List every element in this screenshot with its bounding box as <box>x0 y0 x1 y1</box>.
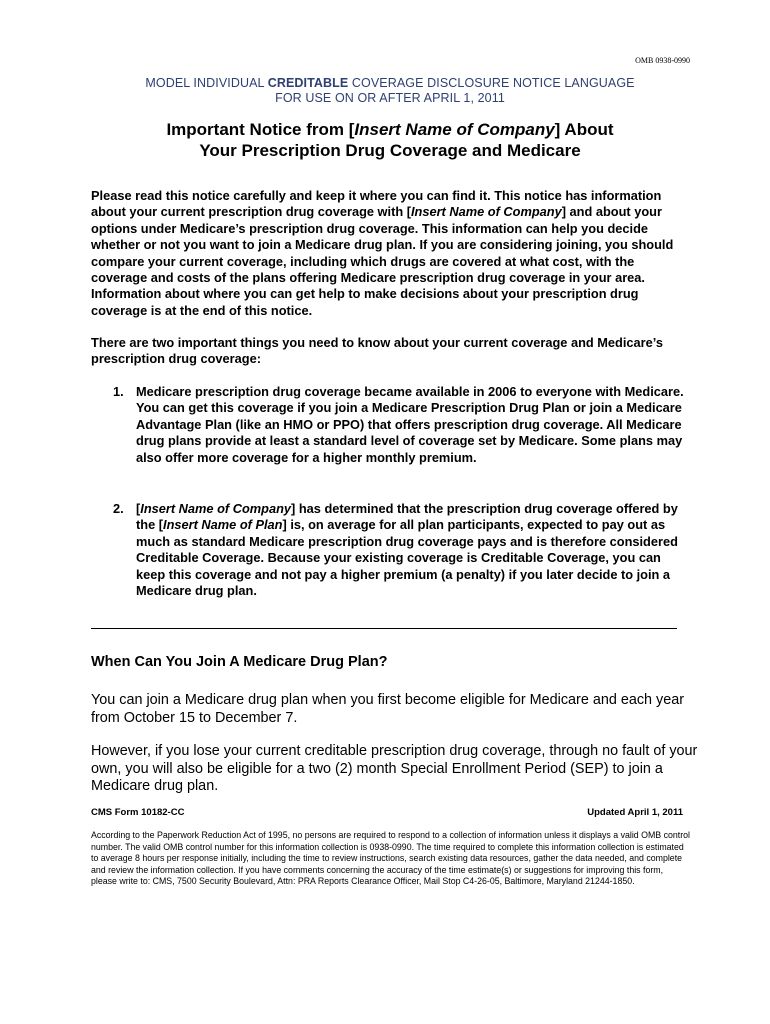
model-notice-header <box>0 76 770 106</box>
company-placeholder: Insert Name of Company <box>410 204 562 220</box>
section-paragraph: However, if you lose your current creditable prescription drug coverage, through no fault of your own, you will also be eligible for a two (2) month Special Enrollment Period (SEP) to join a Medicare drug plan. <box>91 743 698 794</box>
intro-paragraph: Please read this notice carefully and keep it where you can find it. This notice has information about your current prescription drug coverage with [Insert Name of Company] and about your options under Medicare’s prescription drug coverage. This information can help you decide whether or not you want to join a Medicare drug plan. If you are considering joining, you should compare your current coverage, including which drugs are covered at what cost, with the coverage and costs of the plans offering Medicare prescription drug coverage in your area. Information about where you can get help to make decisions about your prescription drug coverage is at the end of this notice. <box>91 188 674 318</box>
section-paragraph: You can join a Medicare drug plan when you first become eligible for Medicare and each year from October 15 to December 7. <box>91 692 685 726</box>
omb-number: OMB 0938-0990 <box>635 56 690 65</box>
header-line-1: MODEL INDIVIDUAL CREDITABLE COVERAGE DISCLOSURE NOTICE LANGUAGE <box>145 76 635 90</box>
creditable-emphasis: CREDITABLE <box>267 76 349 90</box>
updated-date: Updated April 1, 2011 <box>587 807 683 818</box>
list-item-text: [Insert Name of Company] has determined that the prescription drug coverage offered by the [Insert Name of Plan] is, on average for all plan participants, expected to pay out as much as standard Medicare prescription drug coverage pays and is therefore considered Creditable Coverage. Because your existing coverage is Creditable Coverage, you can keep this coverage and not pay a higher premium (a penalty) if you later decide to join a Medicare drug plan. <box>136 501 678 599</box>
two-things-paragraph: There are two important things you need to know about your current coverage and Medicare’s prescription drug coverage: <box>91 335 663 367</box>
list-item-text: Medicare prescription drug coverage became available in 2006 to everyone with Medicare. You can get this coverage if you join a Medicare Prescription Drug Plan or join a Medicare Advantage Plan (like an HMO or PPO) that offers prescription drug coverage. All Medicare drug plans provide at least a standard level of coverage set by Medicare. Some plans may also offer more coverage for a higher monthly premium. <box>136 384 684 465</box>
section-divider <box>91 628 677 629</box>
list-item-number: 2. <box>113 501 124 516</box>
cms-form-id: CMS Form 10182-CC <box>91 807 185 818</box>
pra-disclosure: According to the Paperwork Reduction Act of 1995, no persons are required to respond to a collection of information unless it displays a valid OMB control number. The valid OMB control number for this information collection is 0938-0990. The time required to complete this information collection is estimated to average 8 hours per response initially, including the time to review instructions, search existing data resources, gather the data needed, and complete and review the information collection. If you have comments concerning the accuracy of the time estimate(s) or suggestions for improving this form, please write to: CMS, 7500 Security Boulevard, Attn: PRA Reports Clearance Officer, Mail Stop C4-26-05, Baltimore, Maryland 21244-1850. <box>91 830 691 887</box>
title-line-1: Important Notice from [Insert Name of Company] About <box>166 120 614 139</box>
header-line-2: FOR USE ON OR AFTER APRIL 1, 2011 <box>275 91 505 105</box>
page-title <box>0 119 770 161</box>
plan-placeholder: Insert Name of Plan <box>163 517 283 533</box>
title-line-2: Your Prescription Drug Coverage and Medicare <box>199 141 581 160</box>
section-heading: When Can You Join A Medicare Drug Plan? <box>91 654 388 670</box>
company-placeholder: Insert Name of Company <box>140 501 292 516</box>
company-placeholder: Insert Name of Company <box>354 120 555 139</box>
list-item-number: 1. <box>113 384 124 399</box>
